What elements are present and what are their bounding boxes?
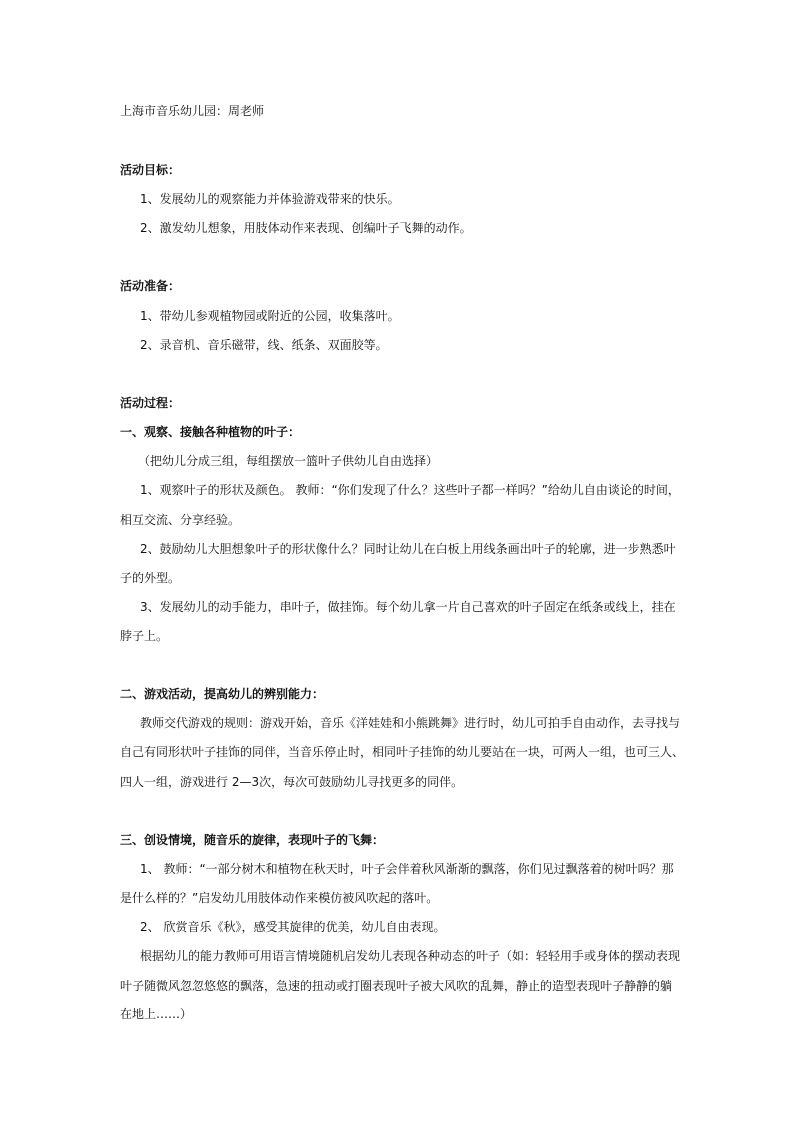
part1-item3-line2: 脖子上。	[120, 629, 169, 643]
goal-item: 2、激发幼儿想象，用肢体动作来表现、创编叶子飞舞的动作。	[140, 221, 472, 235]
part3-para-line3: 在地上……）	[120, 1007, 193, 1021]
part1-item3-line1: 3、发展幼儿的动手能力，串叶子，做挂饰。每个幼儿拿一片自己喜欢的叶子固定在纸条或线上，挂在	[140, 600, 676, 614]
part3-item2: 2、 欣赏音乐《秋》，感受其旋律的优美，幼儿自由表现。	[140, 920, 446, 934]
part3-para-line2: 叶子随微风忽忽悠悠的飘落，急速的扭动或打圈表现叶子被大风吹的乱舞，静止的造型表现叶子静静的躺	[120, 979, 673, 993]
preparation-heading: 活动准备：	[120, 279, 181, 293]
part3-para-line1: 根据幼儿的能力教师可用语言情境随机启发幼儿表现各种动态的叶子（如：轻轻用手或身体的摆动表现	[140, 949, 681, 963]
goals-heading: 活动目标：	[120, 163, 181, 177]
part1-heading: 一、观察、接触各种植物的叶子：	[120, 425, 301, 439]
author-header: 上海市音乐幼儿园：周老师	[120, 104, 265, 118]
part1-item2-line2: 子的外型。	[120, 571, 181, 585]
part2-line3: 四人一组，游戏进行 2—3次，每次可鼓励幼儿寻找更多的同伴。	[120, 775, 464, 789]
part3-heading: 三、创设情境，随音乐的旋律，表现叶子的飞舞：	[120, 833, 385, 847]
process-heading: 活动过程：	[120, 396, 181, 410]
part1-item2-line1: 2、鼓励幼儿大胆想象叶子的形状像什么？同时让幼儿在白板上用线条画出叶子的轮廓，进一步熟悉叶	[140, 542, 676, 556]
part3-item1-line2: 是什么样的？”启发幼儿用肢体动作来模仿被风吹起的落叶。	[120, 891, 439, 905]
part3-item1-line1: 1、 教师：“一部分树木和植物在秋天时，叶子会伴着秋风渐渐的飘落，你们见过飘落着的树叶吗？那	[140, 862, 674, 876]
part2-heading: 二、游戏活动，提高幼儿的辨别能力：	[120, 687, 325, 701]
part2-line2: 自己有同形状叶子挂饰的同伴，当音乐停止时，相同叶子挂饰的幼儿要站在一块，可两人一组，也可三人、	[120, 745, 685, 759]
part2-line1: 教师交代游戏的规则：游戏开始，音乐《洋娃娃和小熊跳舞》进行时，幼儿可拍手自由动作，去寻找与	[140, 716, 681, 730]
preparation-item: 1、带幼儿参观植物园或附近的公园，收集落叶。	[140, 309, 400, 323]
part1-note: （把幼儿分成三组，每组摆放一篮叶子供幼儿自由选择）	[138, 454, 439, 468]
part1-item1-line2: 相互交流、分享经验。	[120, 513, 241, 527]
part1-item1-line1: 1、观察叶子的形状及颜色。 教师：“你们发现了什么？这些叶子都一样吗？”给幼儿自由谈论的时间，	[140, 483, 680, 497]
preparation-item: 2、录音机、音乐磁带，线、纸条、双面胶等。	[140, 338, 388, 352]
goal-item: 1、发展幼儿的观察能力并体验游戏带来的快乐。	[140, 192, 400, 206]
